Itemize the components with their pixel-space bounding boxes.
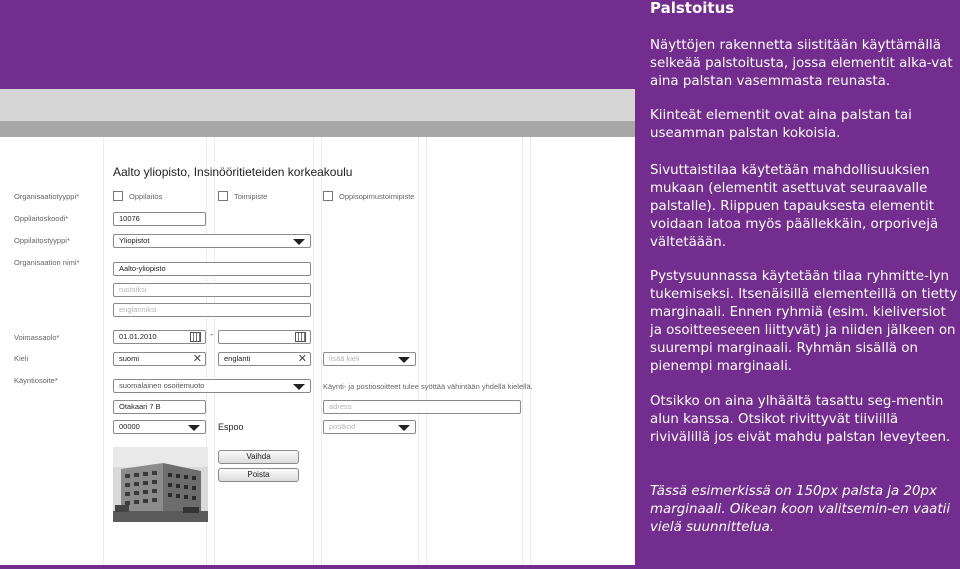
annotation-paragraph: Kiinteät elementit ovat aina palstan tai useamman palstan kokoisia. <box>650 108 912 141</box>
label-organisaation-nimi: Organisaation nimi* <box>14 258 80 267</box>
remove-tag-icon[interactable]: ✕ <box>297 353 307 365</box>
city-name: Espoo <box>218 422 244 432</box>
checkbox-box[interactable] <box>323 191 333 201</box>
voimassaolo-start-date[interactable] <box>113 330 206 344</box>
checkbox-label: Oppilaitos <box>129 191 163 201</box>
checkbox-toimipiste[interactable] <box>218 191 267 201</box>
label-oppilaitoskoodi: Oppilaitoskoodi* <box>14 214 69 223</box>
annotation-paragraph: Näyttöjen rakennetta siistitään käyttämällä selkeää palstoitusta, jossa elementit alka-vat aina palstan vasemmasta reunasta. <box>650 38 953 89</box>
annotation-note: Tässä esimerkissä on 150px palsta ja 20px marginaali. Oikean koon valitsemin-en vaatii vielä suunnittelua. <box>650 484 951 535</box>
address-format-select[interactable]: suomalainen osoitemuoto <box>113 379 311 393</box>
tag-label: suomi <box>119 354 140 363</box>
oppilaitostyyppi-select[interactable]: Yliopistot <box>113 234 311 248</box>
label-kayntiosoite: Käyntiosoite* <box>14 376 58 385</box>
page-title: Aalto yliopisto, Insinööritieteiden korkeakoulu <box>113 165 353 179</box>
column-guide <box>103 137 104 565</box>
mockup-top-bar <box>0 89 635 121</box>
annotation-heading: Palstoitus <box>650 0 735 17</box>
checkbox-box[interactable] <box>218 191 228 201</box>
checkbox-label: Toimipiste <box>234 191 268 201</box>
column-guide <box>426 137 427 565</box>
street-address-sv-input[interactable]: adress <box>323 400 521 414</box>
oppilaitoskoodi-input[interactable]: 10076 <box>113 212 206 226</box>
column-guide <box>530 137 531 565</box>
date-value: 01.01.2010 <box>119 332 157 341</box>
building-illustration <box>113 447 208 522</box>
label-organisaatiotyyppi: Organisaatiotyyppi* <box>14 192 80 201</box>
street-address-fi-input[interactable]: Otakaari 7 B <box>113 400 206 414</box>
postal-code-fi-select[interactable]: 00000 <box>113 420 206 434</box>
language-tag-englanti <box>218 352 311 366</box>
checkbox-box[interactable] <box>113 191 123 201</box>
checkbox-oppilaitos[interactable] <box>113 191 162 201</box>
label-voimassaolo: Voimassaolo* <box>14 333 60 342</box>
annotation-paragraph: Pystysuunnassa käytetään tilaa ryhmitte-lyn tukemiseksi. Itsenäisillä elementeillä on tietty marginaali. Ennen ryhmiä (esim. kieliversiot ja osoitteeseeen liittyvät) ja niiden jälkeen on suurempi marginaali. Ryhmän sisällä on pienempi marginaali. <box>650 269 958 374</box>
label-oppilaitostyyppi: Oppilaitostyyppi* <box>14 236 70 245</box>
postal-code-sv-select[interactable]: postkod <box>323 420 416 434</box>
checkbox-oppisopimustoimipiste[interactable] <box>323 191 414 201</box>
annotation-paragraph: Otsikko on aina ylhäältä tasattu seg-mentin alun kanssa. Otsikot rivittyvät tiiviillä rivivälillä jos eivät mahdu palstan leveyteen. <box>650 394 951 445</box>
address-hint: Käynti- ja postiosoitteet tulee syöttää vähintään yhdellä kielellä. <box>323 382 533 391</box>
language-tag-suomi <box>113 352 206 366</box>
remove-photo-button[interactable]: Poista <box>218 468 299 482</box>
label-kieli: Kieli <box>14 354 29 363</box>
checkbox-label: Oppisopimustoimipiste <box>339 191 415 201</box>
change-photo-button[interactable]: Vaihda <box>218 450 299 464</box>
add-language-select[interactable]: lisää kieli <box>323 352 416 366</box>
column-guide <box>321 137 322 565</box>
annotation-paragraph: Sivuttaistilaa käytetään mahdollisuuksien mukaan (elementit asettuvat seuraavalle palstalle). Riippuen tapauksesta elementit voidaan latoa myös päällekkäin, orporivejä vältetäään. <box>650 163 939 250</box>
tag-label: englanti <box>224 354 251 363</box>
column-guide <box>313 137 314 565</box>
form-mockup <box>0 89 635 565</box>
date-range-dash: - <box>210 330 214 340</box>
mockup-nav-bar <box>0 121 635 137</box>
remove-tag-icon[interactable]: ✕ <box>192 353 202 365</box>
building-photo <box>113 447 208 522</box>
organisation-name-fi-input[interactable]: Aalto-yliopisto <box>113 262 311 276</box>
column-guide <box>522 137 523 565</box>
organisation-name-sv-input[interactable]: ruotsiksi <box>113 283 311 297</box>
voimassaolo-end-date[interactable] <box>218 330 311 344</box>
column-guide <box>214 137 215 565</box>
calendar-icon[interactable] <box>190 332 201 342</box>
column-guide <box>418 137 419 565</box>
calendar-icon[interactable] <box>295 332 306 342</box>
organisation-name-en-input[interactable]: englanniksi <box>113 303 311 317</box>
